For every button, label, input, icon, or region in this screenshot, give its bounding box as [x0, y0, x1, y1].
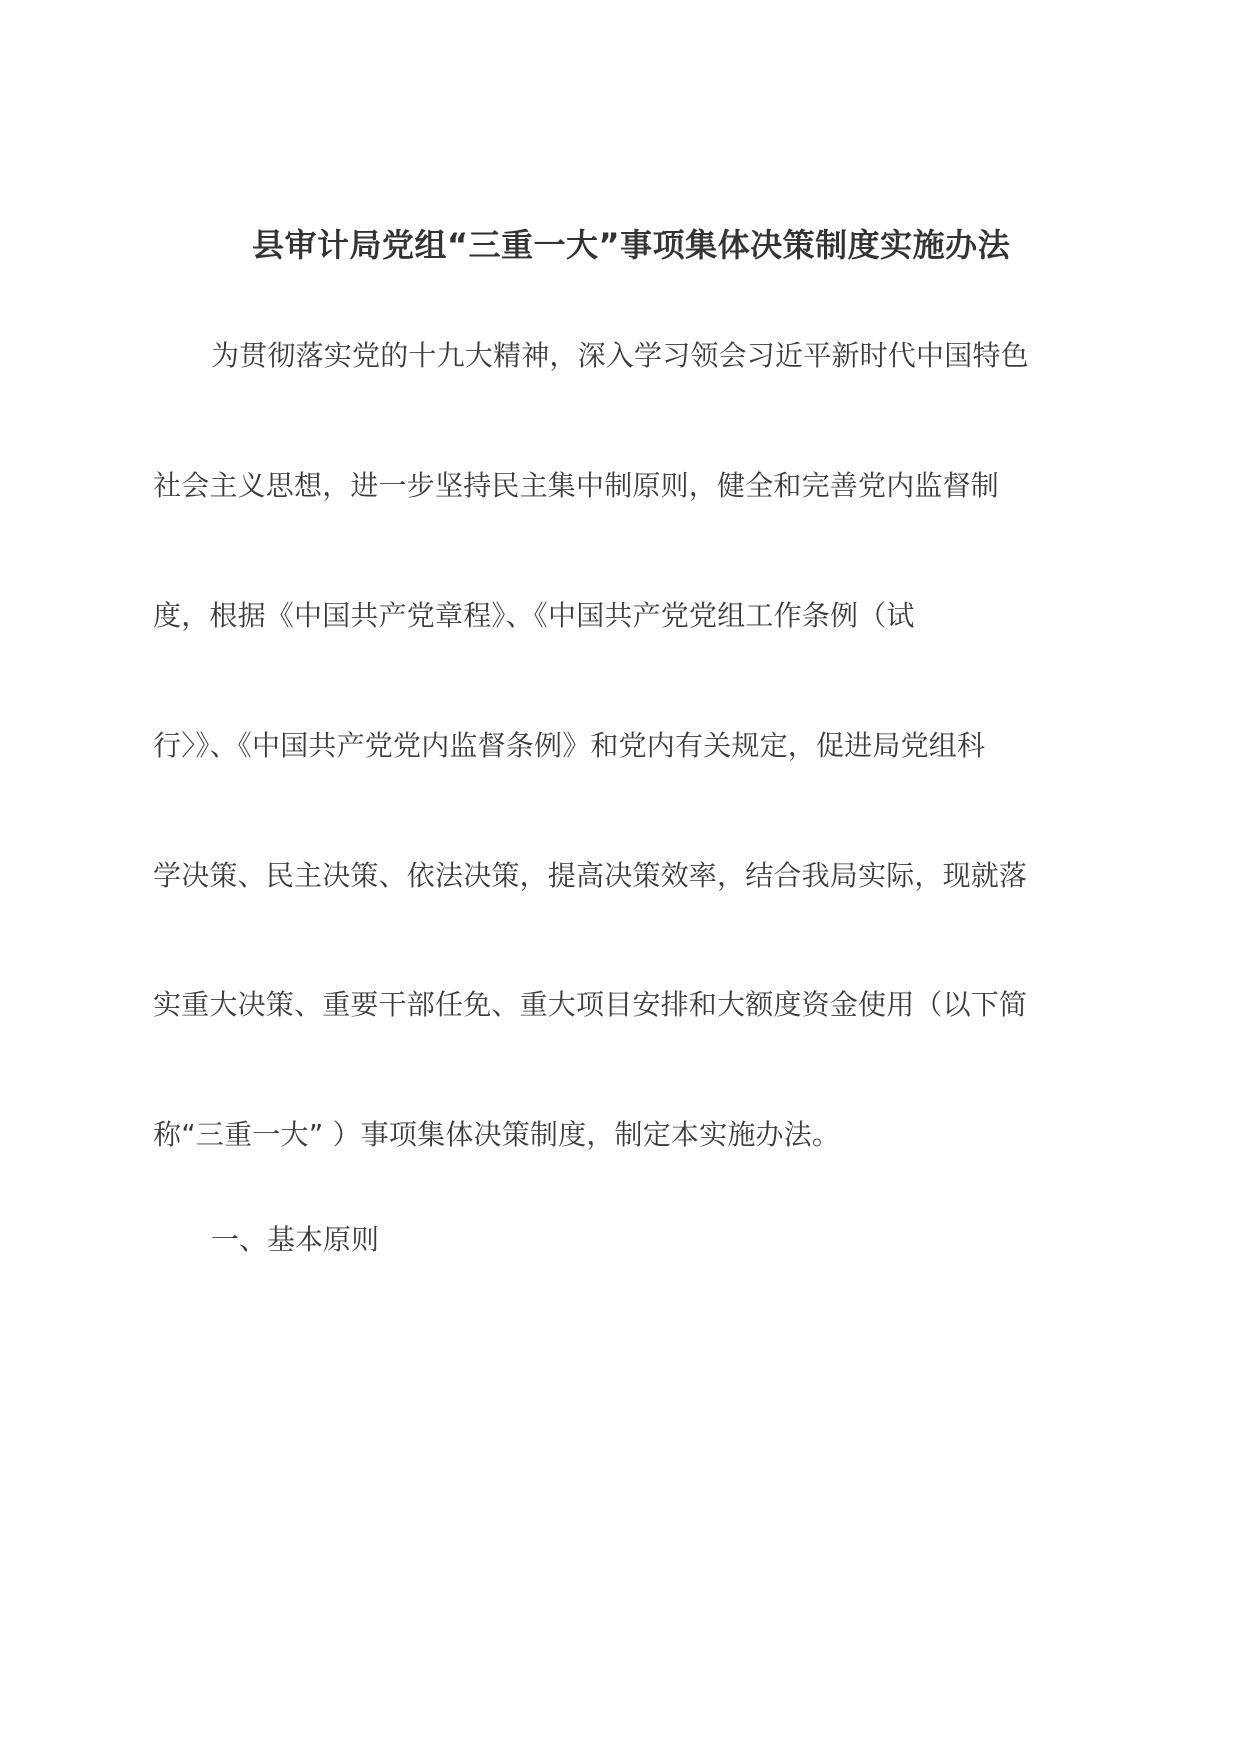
paragraph-line: 行〉》、《中国共产党党内监督条例》和党内有关规定，促进局党组科 — [153, 729, 986, 762]
paragraph-line: 为贯彻落实党的十九大精神，深入学习领会习近平新时代中国特色 — [211, 339, 1029, 372]
document-title: 县审计局党组“三重一大”事项集体决策制度实施办法 — [252, 226, 1011, 264]
paragraph-line: 称“三重一大” ）事项集体决策制度，制定本实施办法。 — [153, 1118, 841, 1151]
paragraph-line: 社会主义思想，进一步坚持民主集中制原则，健全和完善党内监督制 — [153, 469, 1000, 502]
paragraph-line: 实重大决策、重要干部任免、重大项目安排和大额度资金使用（以下简 — [153, 988, 1028, 1021]
paragraph-line: 度，根据《中国共产党章程》、《中国共产党党组工作条例（试 — [153, 599, 915, 632]
paragraph-line: 学决策、民主决策、依法决策，提高决策效率，结合我局实际，现就落 — [153, 859, 1028, 892]
section-heading: 一、基本原则 — [211, 1223, 380, 1256]
